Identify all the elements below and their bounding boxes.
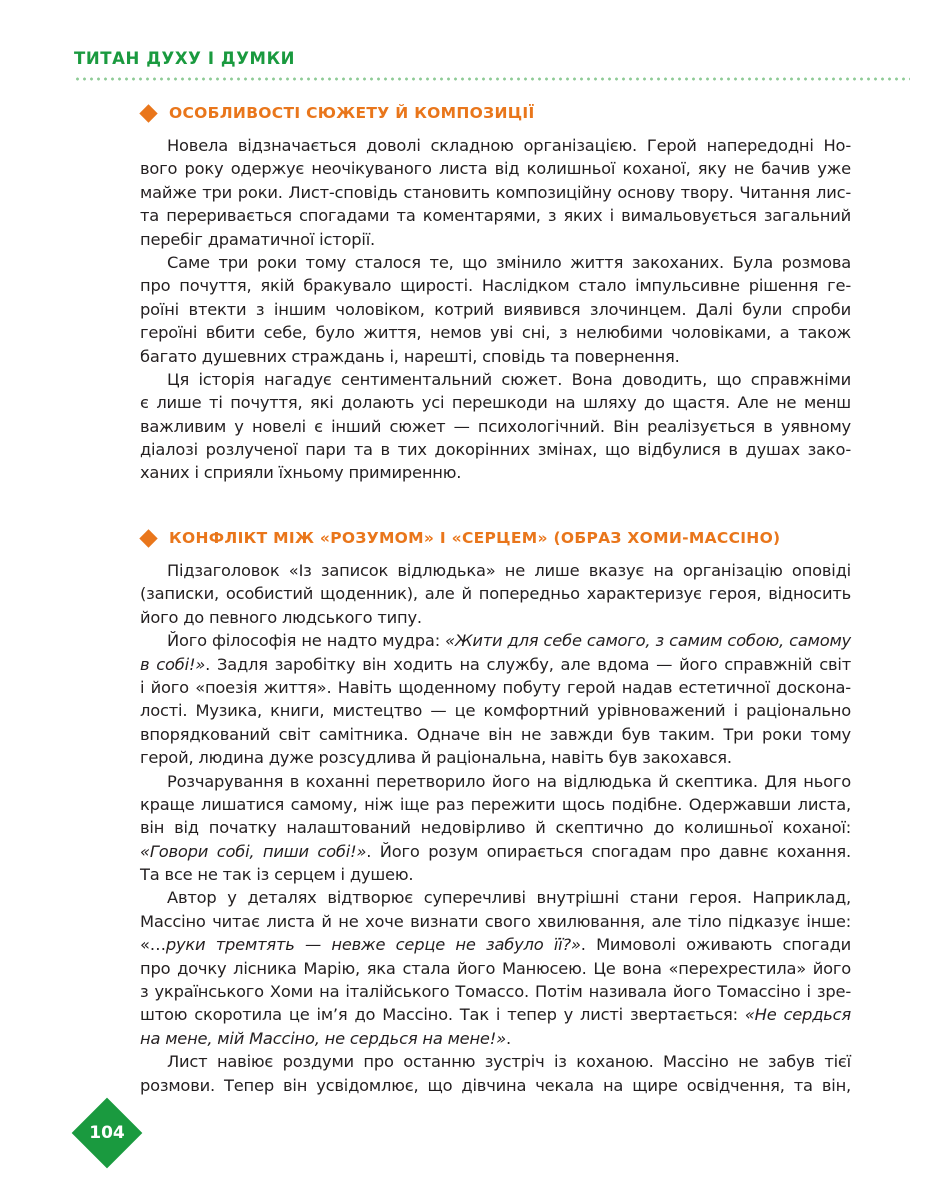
text-line: та переривається спогадами та коментарями, з яких і вимальовується загальний [140, 206, 851, 226]
text-line: Автор у деталях відтворює суперечливі внутрішні стани героя. Наприклад, [167, 888, 851, 908]
text-run: . Задля заробітку він ходить на службу, але вдома — його справжній світ [205, 654, 851, 674]
text-line: він від початку налаштований недовірливо й скептично до колишньої коханої: [140, 818, 851, 838]
text-line: Розчарування в коханні перетворило його на відлюдька й скептика. Для нього [167, 771, 851, 791]
text-line: про дочку лісника Марію, яка стала його Манюсею. Це вона «перехрестила» його [140, 958, 851, 978]
text-line: Ця історія нагадує сентиментальний сюжет. Вона доводить, що справжніми [167, 369, 851, 389]
text-run: . [505, 1028, 511, 1048]
running-head-title: ТИТАН ДУХУ І ДУМКИ [74, 49, 296, 68]
text-line: роїні втекти з іншим чоловіком, котрий виявився злочинцем. Далі були спроби [140, 299, 851, 319]
text-line: ханих і сприяли їхньому примиренню. [140, 463, 462, 483]
text-line: з українського Хоми на італійського Томассо. Потім називала його Томассіно і зре- [140, 982, 851, 1002]
section2-body [140, 559, 851, 1097]
text-line [140, 1003, 851, 1026]
section-heading-text: ОСОБЛИВОСТІ СЮЖЕТУ Й КОМПОЗИЦІЇ [169, 104, 535, 122]
page-number: 104 [89, 1123, 125, 1143]
text-line: є лише ті почуття, які долають усі перешкоди на шляху до щастя. Але не менш [140, 393, 851, 413]
dotted-divider [74, 77, 910, 81]
diamond-bullet-icon [139, 104, 157, 122]
text-line: Підзаголовок «Із записок відлюдька» не лише вказує на організацію оповіді [167, 561, 851, 580]
text-line: Лист навіює роздуми про останню зустріч із коханою. Массіно не забув тієї [167, 1052, 851, 1072]
text-line: важливим у новелі є інший сюжет — психологічний. Він реалізується в уявному [140, 416, 851, 436]
text-line: героїні вбити себе, було життя, немов уві сні, з нелюбими чоловіками, а також [140, 323, 851, 343]
quote-italic: руки тремтять — невже серце не забуло її?» [165, 935, 581, 955]
text-line: і його «поезія життя». Навіть щоденному побуту герой надав естетичної доскона- [140, 677, 851, 697]
text-line: лості. Музика, книги, мистецтво — це комфортний урівноважений і раціонально [140, 701, 851, 721]
text-run: штою скоротила це ім’я до Массіно. Так і тепер у листі звертається: [140, 1005, 745, 1025]
quote-italic: на мене, мій Массіно, не сердься на мене!» [140, 1028, 506, 1048]
text-run: . Мимоволі оживають спогади [580, 935, 852, 955]
section1-body [140, 134, 851, 485]
text-line [140, 629, 851, 652]
quote-italic: «Говори собі, пиши собі!» [140, 841, 367, 861]
text-line: багато душевних страждань і, нарешті, сповідь та повернення. [140, 346, 680, 366]
quote-italic: в собі!» [140, 654, 206, 674]
text-line: про почуття, якій бракувало щирості. Наслідком стало імпульсивне рішення ге- [140, 276, 851, 296]
text-run: Його філософія не надто мудра: [167, 631, 446, 651]
text-line [140, 1027, 851, 1050]
text-line: розмови. Тепер він усвідомлює, що дівчина чекала на щире освідчення, та він, [140, 1075, 851, 1095]
text-line: герой, людина дуже розсудлива й раціональна, навіть був закохався. [140, 748, 732, 768]
text-line: (записки, особистий щоденник), але й попередньо характеризує героя, відносить [140, 584, 851, 604]
text-line: Массіно читає листа й не хоче визнати свого хвилювання, але тіло підказує інше: [140, 911, 851, 931]
text-line [140, 653, 851, 676]
text-run: «… [140, 935, 166, 955]
text-line [140, 840, 851, 863]
section-heading-conflict [140, 529, 780, 547]
quote-italic: «Жити для себе самого, з самим собою, самому [445, 631, 851, 651]
section-heading-plot [140, 104, 535, 122]
text-run: . Його розум опирається спогадам про давнє кохання. [366, 841, 851, 861]
text-line: перебіг драматичної історії. [140, 229, 376, 249]
text-line: вого року одержує неочікуваного листа від колишньої коханої, яку не бачив уже [140, 159, 851, 179]
diamond-bullet-icon [139, 529, 157, 547]
text-line: Та все не так із серцем і душею. [140, 865, 414, 885]
page-number-badge [72, 1098, 142, 1168]
text-line: діалозі розлученої пари та в тих докорінних змінах, що відбулися в душах зако- [140, 440, 851, 460]
text-line: Саме три роки тому сталося те, що змінило життя закоханих. Була розмова [167, 252, 851, 272]
text-line: Новела відзначається доволі складною організацією. Герой напередодні Но- [167, 136, 851, 155]
text-line: краще лишатися самому, ніж іще раз пережити щось подібне. Одержавши листа, [140, 794, 851, 814]
text-line: його до певного людського типу. [140, 607, 422, 627]
text-line: впорядкований світ самітника. Одначе він не завжди був таким. Три роки тому [140, 724, 851, 744]
quote-italic: «Не сердься [744, 1005, 851, 1025]
section-heading-text: КОНФЛІКТ МІЖ «РОЗУМОМ» І «СЕРЦЕМ» (ОБРАЗ ХОМИ-МАССІНО) [169, 529, 781, 547]
text-line [140, 933, 851, 956]
text-line: майже три роки. Лист-сповідь становить композиційну основу твору. Читання лис- [140, 182, 851, 202]
